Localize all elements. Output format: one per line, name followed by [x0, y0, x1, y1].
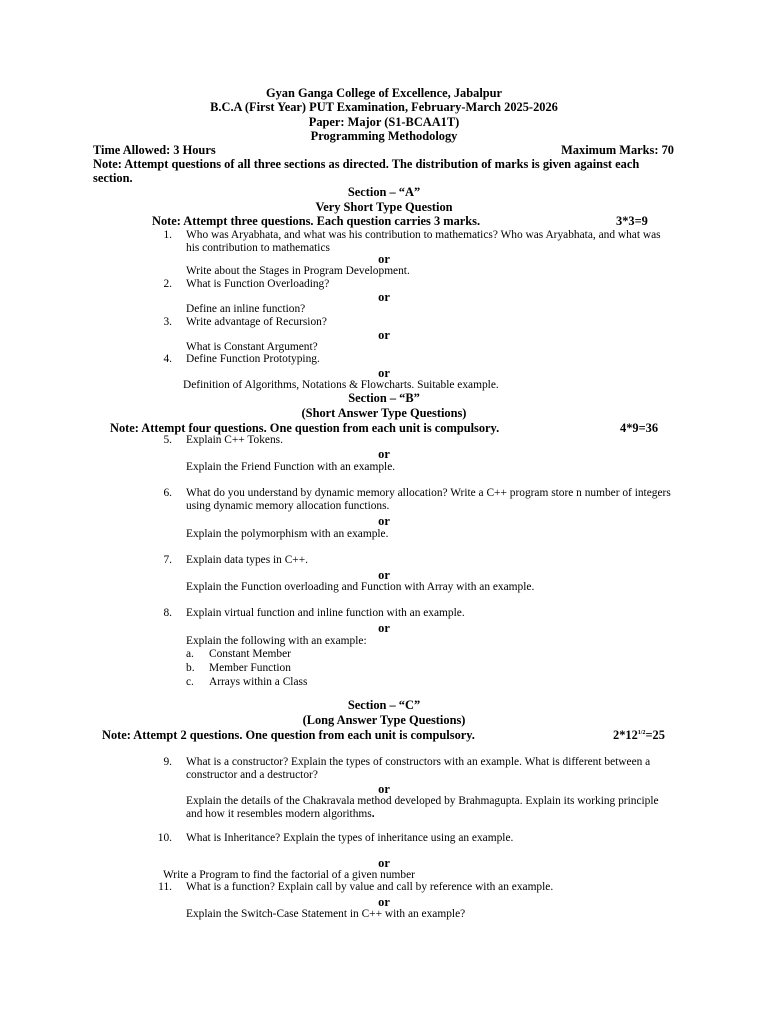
or-label: or	[378, 514, 390, 528]
question-2-b: Define an inline function?	[186, 303, 306, 315]
question-8-b: Explain the following with an example:	[186, 635, 367, 647]
section-b-title: Section – “B”	[348, 391, 420, 405]
section-c-subtitle: (Long Answer Type Questions)	[302, 713, 466, 727]
exam-title: B.C.A (First Year) PUT Examination, February-March 2025-2026	[210, 100, 558, 114]
question-10-a: What is Inheritance? Explain the types of inheritance using an example.	[186, 832, 514, 844]
question-5-a: Explain C++ Tokens.	[186, 434, 283, 446]
question-6-b: Explain the polymorphism with an example.	[186, 528, 389, 540]
question-number: 10.	[157, 832, 172, 844]
or-label: or	[378, 252, 390, 266]
question-2-a: What is Function Overloading?	[186, 278, 330, 290]
section-a-note: Note: Attempt three questions. Each question carries 3 marks.	[152, 214, 481, 228]
question-9-b-text: Explain the details of the Chakravala method developed by Brahmagupta. Explain its working principle and how it resembles modern algorithms	[186, 795, 659, 820]
or-label: or	[378, 856, 390, 870]
or-label: or	[378, 290, 390, 304]
section-c-title: Section – “C”	[347, 698, 421, 712]
sub-item-text: Arrays within a Class	[209, 676, 308, 688]
or-label: or	[378, 366, 390, 380]
maximum-marks: Maximum Marks: 70	[561, 143, 674, 157]
or-label: or	[378, 447, 390, 461]
question-9-b-end: .	[371, 808, 375, 820]
or-label: or	[378, 328, 390, 342]
section-a-marks: 3*3=9	[616, 214, 648, 228]
or-label: or	[378, 568, 390, 582]
marks-total: =25	[645, 728, 665, 742]
section-b-subtitle: (Short Answer Type Questions)	[301, 406, 467, 420]
or-label: or	[378, 895, 390, 909]
question-4-a: Define Function Prototyping.	[186, 353, 320, 365]
question-number: 3.	[163, 316, 172, 328]
question-number: 11.	[158, 881, 172, 893]
sub-item-label: c.	[186, 676, 194, 688]
section-b-marks: 4*9=36	[620, 421, 659, 435]
general-note-line2: section.	[93, 171, 133, 185]
question-number: 5.	[163, 434, 172, 446]
or-label: or	[378, 621, 390, 635]
paper-code: Paper: Major (S1-BCAA1T)	[308, 115, 460, 129]
question-number: 8.	[163, 607, 172, 619]
section-c-marks	[613, 728, 665, 743]
marks-base: 2*12	[613, 728, 638, 742]
time-allowed: Time Allowed: 3 Hours	[93, 143, 216, 157]
question-number: 7.	[163, 554, 172, 566]
question-10-b: Write a Program to find the factorial of a given number	[163, 869, 415, 881]
question-9-b	[186, 795, 674, 821]
college-name: Gyan Ganga College of Excellence, Jabalpur	[265, 86, 503, 100]
sub-item-label: a.	[186, 648, 194, 660]
question-7-a: Explain data types in C++.	[186, 554, 308, 566]
question-3-b: What is Constant Argument?	[186, 341, 318, 353]
general-note-line1: Note: Attempt questions of all three sections as directed. The distribution of marks is given against each	[93, 157, 640, 171]
marks-fraction: 1/2	[637, 729, 646, 736]
question-5-b: Explain the Friend Function with an example.	[186, 461, 396, 473]
question-6-a: What do you understand by dynamic memory allocation? Write a C++ program store n number of integers using dynamic memory allocation functions.	[186, 487, 671, 512]
sub-item-label: b.	[186, 662, 195, 674]
or-label: or	[378, 782, 390, 796]
section-b-note: Note: Attempt four questions. One question from each unit is compulsory.	[110, 421, 500, 435]
question-11-a: What is a function? Explain call by value and call by reference with an example.	[186, 881, 554, 893]
question-4-b: Definition of Algorithms, Notations & Flowcharts. Suitable example.	[183, 379, 499, 391]
question-number: 6.	[163, 487, 172, 499]
question-number: 9.	[163, 756, 172, 768]
question-8-a: Explain virtual function and inline function with an example.	[186, 607, 465, 619]
question-number: 1.	[163, 229, 172, 241]
section-a-subtitle: Very Short Type Question	[315, 200, 453, 214]
question-number: 4.	[163, 353, 172, 365]
question-3-a: Write advantage of Recursion?	[186, 316, 327, 328]
question-number: 2.	[163, 278, 172, 290]
sub-item-text: Member Function	[209, 662, 291, 674]
question-1-a: Who was Aryabhata, and what was his contribution to mathematics? Who was Aryabhata, and what was his contribution to mathematics	[186, 229, 661, 254]
question-11-b: Explain the Switch-Case Statement in C++ with an example?	[186, 908, 466, 920]
sub-item-text: Constant Member	[209, 648, 291, 660]
section-c-note: Note: Attempt 2 questions. One question from each unit is compulsory.	[102, 728, 475, 742]
question-7-b: Explain the Function overloading and Function with Array with an example.	[186, 581, 535, 593]
question-1-b: Write about the Stages in Program Development.	[186, 265, 410, 277]
question-9-a: What is a constructor? Explain the types of constructors with an example. What is different between a constructor and a destructor?	[186, 756, 651, 781]
subject-title: Programming Methodology	[310, 129, 458, 143]
section-a-title: Section – “A”	[347, 185, 421, 199]
